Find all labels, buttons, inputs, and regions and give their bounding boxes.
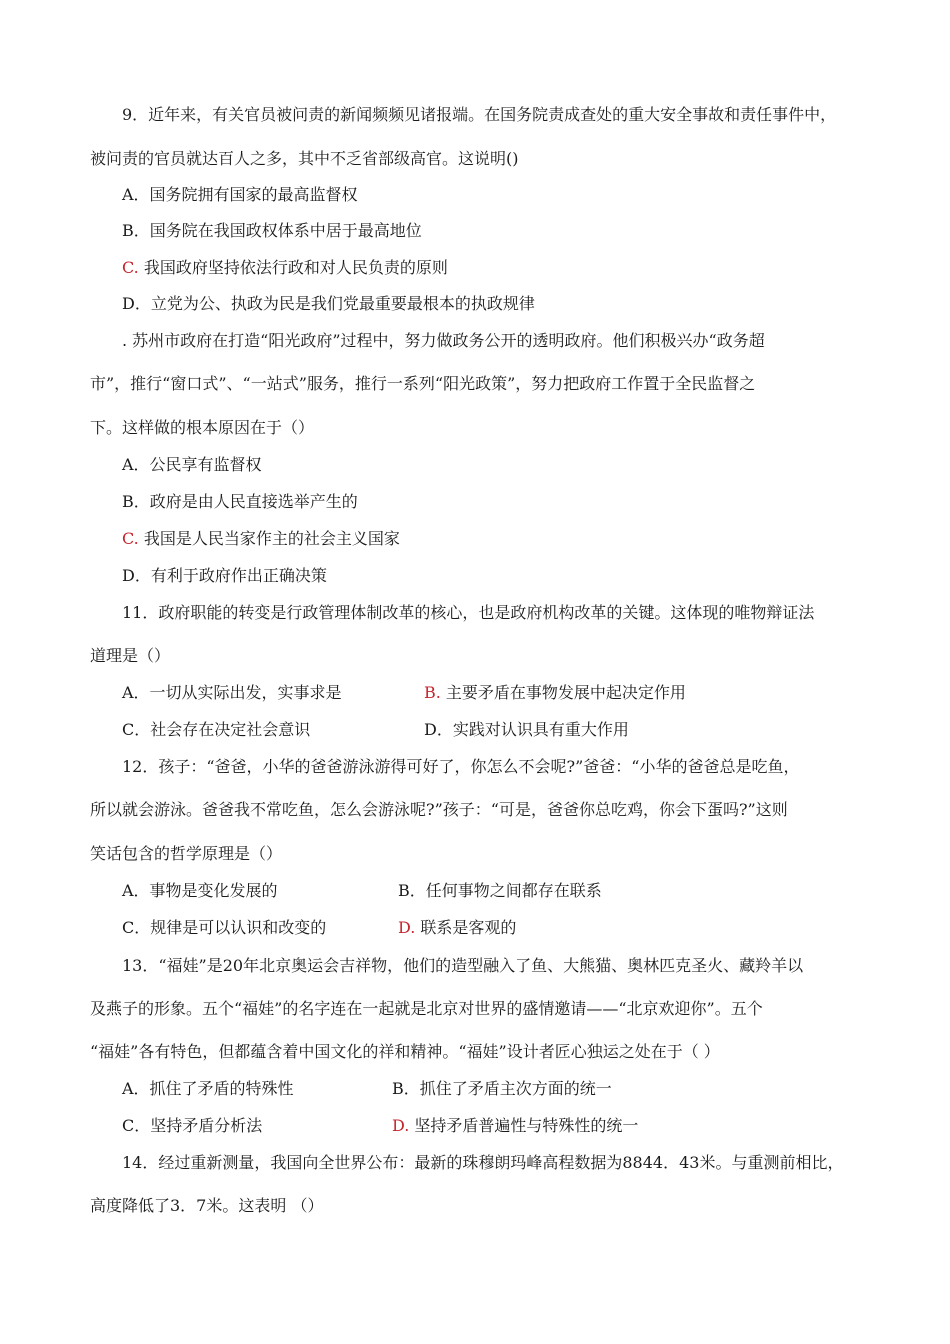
q13-stem-line-2: 及燕子的形象。五个“福娃”的名字连在一起就是北京对世界的盛情邀请——“北京欢迎你”。五个 [90,999,763,1018]
q13-option-d [392,1115,638,1137]
q13-option-c: C．坚持矛盾分析法 [122,1116,263,1135]
q12-option-a: A．事物是变化发展的 [122,881,278,900]
q9-option-c [122,257,448,279]
q12-stem-line-2: 所以就会游泳。爸爸我不常吃鱼，怎么会游泳呢?”孩子：“可是，爸爸你总吃鸡，你会下蛋吗?”这则 [90,800,788,819]
q11-stem-line-1: 11．政府职能的转变是行政管理体制改革的核心，也是政府机构改革的关键。这体现的唯物辩证法 [122,603,815,622]
q12-option-d [398,917,516,939]
q12-stem-line-1: 12．孩子：“爸爸，小华的爸爸游泳游得可好了，你怎么不会呢?”爸爸：“小华的爸爸总是吃鱼， [122,757,800,776]
q13-stem-line-1: 13．“福娃”是20年北京奥运会吉祥物，他们的造型融入了鱼、大熊猫、奥林匹克圣火、藏羚羊以 [122,956,804,975]
q12-option-c: C．规律是可以认识和改变的 [122,918,327,937]
q14-stem-line-1: 14．经过重新测量，我国向全世界公布：最新的珠穆朗玛峰高程数据为8844．43米。与重测前相比， [122,1153,844,1172]
q10-stem-line-2: 市”，推行“窗口式”、“一站式”服务，推行一系列“阳光政策”，努力把政府工作置于全民监督之 [90,374,756,393]
q10-stem-line-1: . 苏州市政府在打造“阳光政府”过程中，努力做政务公开的透明政府。他们积极兴办“政务超 [122,331,765,350]
q12-answer-letter: D. [398,918,416,937]
q9-stem-line-2: 被问责的官员就达百人之多，其中不乏省部级高官。这说明() [90,149,519,168]
q10-option-a: A．公民享有监督权 [122,455,262,474]
q11-answer-letter: B. [424,683,441,702]
q10-option-b: B．政府是由人民直接选举产生的 [122,492,358,511]
q10-option-d: D．有利于政府作出正确决策 [122,566,327,585]
q11-option-c: C．社会存在决定社会意识 [122,720,311,739]
q13-stem-line-3: “福娃”各有特色，但都蕴含着中国文化的祥和精神。“福娃”设计者匠心独运之处在于（ ） [90,1042,720,1061]
q13-option-d-text: 坚持矛盾普遍性与特殊性的统一 [409,1116,639,1135]
q13-option-a: A．抓住了矛盾的特殊性 [122,1079,294,1098]
q10-option-c [122,528,400,550]
q14-stem-line-2: 高度降低了3．7米。这表明 （） [90,1196,324,1215]
q10-option-c-text: 我国是人民当家作主的社会主义国家 [138,529,400,548]
q11-stem-line-2: 道理是（） [90,646,171,665]
q13-answer-letter: D. [392,1116,410,1135]
q9-stem-line-1: 9．近年来，有关官员被问责的新闻频频见诸报端。在国务院责成查处的重大安全事故和责任事件中， [122,105,837,124]
q9-answer-letter: C. [122,258,139,277]
q13-option-b: B．抓住了矛盾主次方面的统一 [392,1079,612,1098]
q9-option-a: A．国务院拥有国家的最高监督权 [122,185,358,204]
q10-answer-letter: C. [122,529,139,548]
q10-stem-line-3: 下。这样做的根本原因在于（） [90,418,315,437]
q9-option-b: B．国务院在我国政权体系中居于最高地位 [122,221,422,240]
q11-option-a: A．一切从实际出发，实事求是 [122,683,342,702]
q11-option-b [424,682,686,704]
q11-option-d: D．实践对认识具有重大作用 [424,720,629,739]
q12-option-b: B．任何事物之间都存在联系 [398,881,602,900]
q12-option-d-text: 联系是客观的 [415,918,517,937]
q11-option-b-text: 主要矛盾在事物发展中起决定作用 [440,683,686,702]
q9-option-c-text: 我国政府坚持依法行政和对人民负责的原则 [138,258,448,277]
q12-stem-line-3: 笑话包含的哲学原理是（） [90,844,283,863]
q9-option-d: D．立党为公、执政为民是我们党最重要最根本的执政规律 [122,294,535,313]
